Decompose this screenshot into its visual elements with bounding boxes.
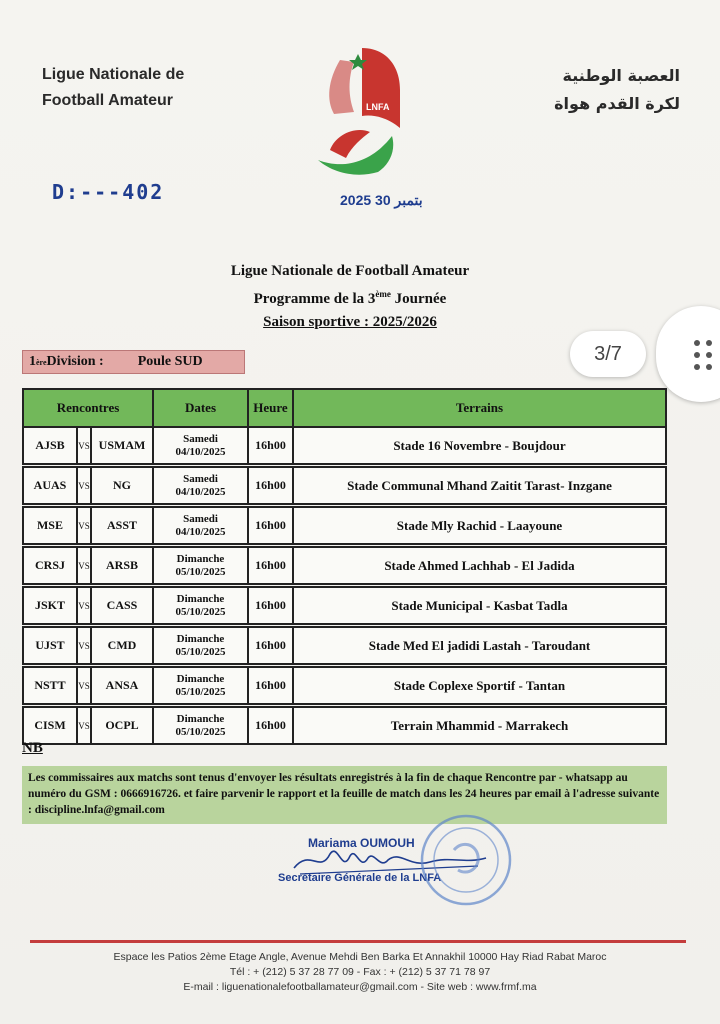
vs-label: VS [77, 427, 91, 464]
table-row [23, 467, 666, 504]
org-name-french-line2: Football Amateur [42, 92, 173, 109]
lnfa-logo [300, 40, 430, 180]
match-date [153, 707, 248, 744]
away-team: CASS [91, 587, 153, 624]
match-venue: Stade Mly Rachid - Laayoune [293, 507, 666, 544]
division-sup: ère [36, 357, 47, 367]
org-name-arabic [480, 62, 680, 118]
away-team: ANSA [91, 667, 153, 704]
reference-number: D:---402 [52, 180, 165, 204]
match-date [153, 467, 248, 504]
org-name-arabic-line1: العصبة الوطنية [562, 66, 680, 85]
match-venue: Stade Med El jadidi Lastah - Taroudant [293, 627, 666, 664]
away-team: CMD [91, 627, 153, 664]
notice-box: Les commissaires aux matchs sont tenus d'envoyer les résultats enregistrés à la fin de chaque Rencontre par - whatsapp au numéro du GSM : 0666916726. et faire parvenir le rapport et la feuille de match dans les 24 heures par email à l'adresse suivante : discipline.lnfa@gmail.com [22, 766, 667, 824]
match-time: 16h00 [248, 707, 293, 744]
table-row [23, 427, 666, 464]
header-heure: Heure [248, 389, 293, 427]
table-row [23, 667, 666, 704]
away-team: USMAM [91, 427, 153, 464]
table-row [23, 587, 666, 624]
org-name-french-line1: Ligue Nationale de [42, 66, 185, 83]
nb-label: NB [22, 740, 43, 756]
match-time: 16h00 [248, 467, 293, 504]
vs-label: VS [77, 467, 91, 504]
vs-label: VS [77, 507, 91, 544]
home-team: MSE [23, 507, 77, 544]
match-day: Samedi [183, 472, 218, 485]
title-season: Saison sportive : 2025/2026 [263, 314, 437, 330]
match-date [153, 667, 248, 704]
logo-shield-right [362, 48, 400, 128]
table-header-row [23, 389, 666, 427]
home-team: AJSB [23, 427, 77, 464]
footer-divider [30, 940, 686, 943]
vs-label: VS [77, 547, 91, 584]
logo-text: LNFA [366, 102, 390, 112]
title-line2-sup: ème [375, 289, 391, 299]
match-date [153, 547, 248, 584]
org-name-french [42, 62, 242, 114]
official-stamp [416, 810, 516, 910]
match-date-value: 04/10/2025 [175, 445, 226, 458]
match-date-value: 04/10/2025 [175, 525, 226, 538]
footer-address: Espace les Patios 2ème Etage Angle, Avenue Mehdi Ben Barka Et Annakhil 10000 Hay Riad Rabat Maroc [113, 951, 607, 963]
signatory-name: Mariama OUMOUH [308, 836, 415, 850]
match-venue: Stade Communal Mhand Zaitit Tarast- Inzgane [293, 467, 666, 504]
match-time: 16h00 [248, 587, 293, 624]
vs-label: VS [77, 627, 91, 664]
home-team: CISM [23, 707, 77, 744]
footer-email: E-mail : liguenationalefootballamateur@gmail.com - Site web : www.frmf.ma [183, 981, 537, 993]
footer [60, 950, 660, 995]
document-title [150, 260, 550, 334]
header-rencontres: Rencontres [23, 389, 153, 427]
home-team: NSTT [23, 667, 77, 704]
match-day: Dimanche [176, 712, 225, 725]
match-time: 16h00 [248, 507, 293, 544]
title-line2 [150, 283, 550, 311]
org-name-arabic-line2: لكرة القدم هواة [554, 94, 680, 113]
table-row [23, 547, 666, 584]
match-venue: Stade Ahmed Lachhab - El Jadida [293, 547, 666, 584]
division-text: Division : [46, 354, 104, 369]
logo-swoosh-red [330, 130, 370, 158]
match-date-value: 04/10/2025 [175, 485, 226, 498]
title-line1: Ligue Nationale de Football Amateur [230, 263, 470, 279]
match-venue: Stade Municipal - Kasbat Tadla [293, 587, 666, 624]
division-poule: Poule SUD [137, 354, 203, 369]
away-team: NG [91, 467, 153, 504]
home-team: JSKT [23, 587, 77, 624]
away-team: OCPL [91, 707, 153, 744]
signatory-role: Secrétaire Générale de la LNFA [278, 872, 442, 884]
match-date-value: 05/10/2025 [175, 565, 226, 578]
match-day: Dimanche [176, 592, 225, 605]
match-venue: Stade Coplexe Sportif - Tantan [293, 667, 666, 704]
away-team: ASST [91, 507, 153, 544]
grid-dots-icon [694, 340, 714, 370]
home-team: CRSJ [23, 547, 77, 584]
vs-label: VS [77, 667, 91, 704]
match-date-value: 05/10/2025 [175, 685, 226, 698]
home-team: AUAS [23, 467, 77, 504]
match-time: 16h00 [248, 667, 293, 704]
logo-shield-left [329, 60, 354, 114]
match-time: 16h00 [248, 427, 293, 464]
match-venue: Terrain Mhammid - Marrakech [293, 707, 666, 744]
vs-label: VS [77, 587, 91, 624]
header-terrains: Terrains [293, 389, 666, 427]
footer-phone: Tél : + (212) 5 37 28 77 09 - Fax : + (212) 5 37 71 78 97 [229, 966, 491, 978]
match-day: Dimanche [176, 552, 225, 565]
table-row [23, 707, 666, 744]
match-venue: Stade 16 Novembre - Boujdour [293, 427, 666, 464]
match-day: Dimanche [176, 672, 225, 685]
home-team: UJST [23, 627, 77, 664]
date-stamp: 2025 بتمبر 30 [340, 192, 423, 208]
match-date [153, 427, 248, 464]
away-team: ARSB [91, 547, 153, 584]
division-num: 1 [29, 354, 36, 369]
match-day: Dimanche [176, 632, 225, 645]
match-day: Samedi [183, 432, 218, 445]
page-indicator[interactable]: 3/7 [570, 331, 646, 377]
match-schedule-table [22, 388, 667, 745]
division-label [22, 350, 245, 374]
title-line2-pre: Programme de la 3 [253, 291, 376, 307]
table-row [23, 507, 666, 544]
title-line2-post: Journée [390, 291, 447, 307]
match-date-value: 05/10/2025 [175, 645, 226, 658]
header-dates: Dates [153, 389, 248, 427]
match-date [153, 627, 248, 664]
match-date-value: 05/10/2025 [175, 605, 226, 618]
vs-label: VS [77, 707, 91, 744]
match-day: Samedi [183, 512, 218, 525]
match-date-value: 05/10/2025 [175, 725, 226, 738]
match-time: 16h00 [248, 547, 293, 584]
match-date [153, 587, 248, 624]
match-time: 16h00 [248, 627, 293, 664]
match-date [153, 507, 248, 544]
table-row [23, 627, 666, 664]
